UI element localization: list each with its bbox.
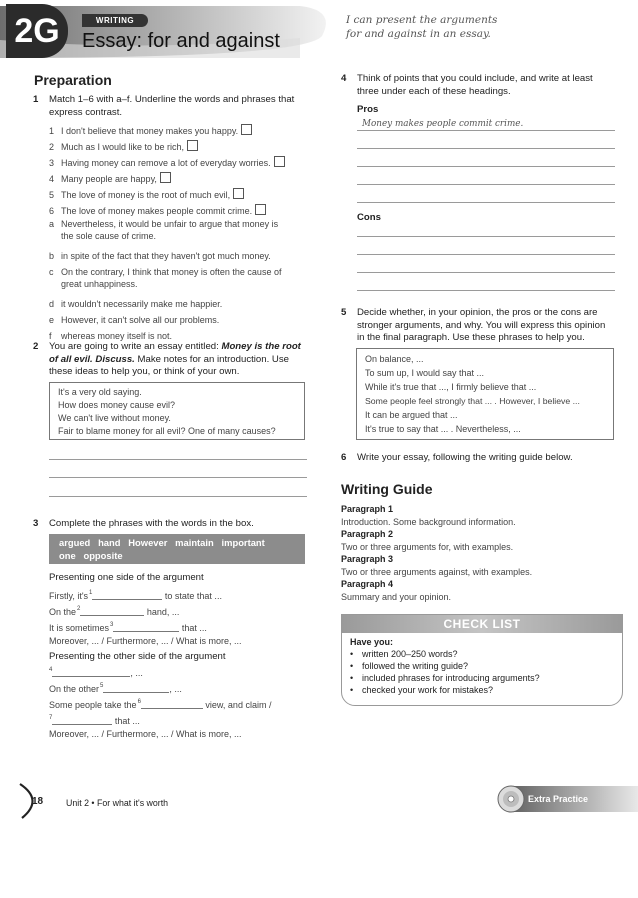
gap-1[interactable] — [92, 590, 162, 600]
writing-line[interactable] — [49, 496, 307, 497]
header-band — [0, 0, 335, 62]
answer-box[interactable] — [241, 124, 252, 135]
ex5-instruction: Decide whether, in your opinion, the pros or the cons are stronger arguments, and why. You will express this opinion in the final paragraph. Use these phrases to help you. — [357, 307, 606, 343]
answer-box[interactable] — [233, 188, 244, 199]
list-item: 2 Much as I would like to be rich, — [49, 140, 319, 156]
ex1-items — [49, 124, 319, 220]
unit-code: 2G — [6, 4, 68, 58]
skill-tag: WRITING — [82, 14, 148, 27]
checklist-item: • checked your work for mistakes? — [350, 685, 494, 695]
phrases-box — [356, 348, 614, 440]
list-item: 3 Having money can remove a lot of everyday worries. — [49, 156, 319, 172]
ex3-instruction: Complete the phrases with the words in the box. — [49, 518, 254, 529]
list-item: 5 The love of money is the root of much evil, — [49, 188, 319, 204]
checklist-item: • written 200–250 words? — [350, 649, 458, 659]
pros-line[interactable] — [357, 148, 615, 149]
footer-unit-text: Unit 2 • For what it's worth — [66, 798, 169, 808]
writing-guide-heading: Writing Guide — [341, 481, 433, 497]
idea-line: Fair to blame money for all evil? One of many causes? — [58, 426, 276, 436]
objective-line-1: I can present the arguments — [346, 14, 498, 26]
pros-line[interactable] — [357, 166, 615, 167]
page-number: 18 — [32, 796, 44, 807]
section2-heading: Presenting the other side of the argument — [49, 651, 226, 662]
word-box: argued hand However maintain important one opposite — [49, 534, 305, 564]
ex1-number: 1 — [33, 94, 39, 105]
page-title: Essay: for and against — [82, 30, 280, 52]
section1-phrases — [49, 587, 311, 651]
ex2-number: 2 — [33, 341, 39, 352]
answer-box[interactable] — [274, 156, 285, 167]
phrase-line: Some people take the$^6$ view, and claim / — [49, 699, 272, 710]
section1-heading: Presenting one side of the argument — [49, 572, 204, 583]
ex3-number: 3 — [33, 518, 39, 529]
cons-label: Cons — [357, 212, 381, 223]
answer-box[interactable] — [187, 140, 198, 151]
ex6-number: 6 — [341, 452, 347, 463]
answer-box[interactable] — [255, 204, 266, 215]
phrase-line: Moreover, ... / Furthermore, ... / What is more, ... — [49, 729, 242, 739]
list-item: 4 Many people are happy, — [49, 172, 319, 188]
preparation-heading: Preparation — [34, 72, 112, 88]
list-item: 1 I don't believe that money makes you happy. — [49, 124, 319, 140]
section2-phrases — [49, 664, 311, 744]
gap-6[interactable] — [141, 699, 203, 709]
idea-line: We can't live without money. — [58, 413, 171, 423]
paragraph-text: Two or three arguments against, with examples. — [341, 566, 533, 577]
gap-5[interactable] — [103, 683, 169, 693]
gap-3[interactable] — [113, 622, 179, 632]
paragraph-label: Paragraph 3 — [341, 554, 394, 564]
option-item: f whereas money itself is not. — [49, 331, 173, 341]
phrase-item: To sum up, I would say that ... — [365, 368, 485, 378]
phrase-line: $^4$ , ... — [49, 667, 143, 678]
pros-line[interactable] — [357, 202, 615, 203]
phrase-line: It is sometimes$^3$ that ... — [49, 622, 207, 633]
pros-line[interactable] — [357, 184, 615, 185]
cons-line[interactable] — [357, 290, 615, 291]
cons-line[interactable] — [357, 254, 615, 255]
option-item: a Nevertheless, it would be unfair to argue that money is the sole cause of crime. — [49, 219, 279, 241]
ex1-options — [49, 218, 319, 346]
checklist-prompt: Have you: — [350, 637, 394, 647]
ex4-number: 4 — [341, 73, 347, 84]
phrase-item: While it's true that ..., I firmly believe that ... — [365, 382, 537, 392]
pros-handwritten-note: Money makes people commit crime. — [362, 119, 524, 129]
checklist-item: • followed the writing guide? — [350, 661, 469, 671]
ex4-instruction: Think of points that you could include, and write at least three under each of these headings. — [357, 73, 593, 97]
idea-line: It's a very old saying. — [58, 387, 142, 397]
paragraph-text: Summary and your opinion. — [341, 591, 452, 602]
writing-line[interactable] — [49, 459, 307, 460]
paragraph-text: Two or three arguments for, with examples. — [341, 541, 514, 552]
ex5-number: 5 — [341, 307, 347, 318]
phrase-item: It can be argued that ... — [365, 410, 458, 420]
ex1-instruction: Match 1–6 with a–f. Underline the words and phrases that express contrast. — [49, 94, 295, 118]
paragraph-text: Introduction. Some background information. — [341, 516, 516, 527]
checklist-panel — [341, 614, 623, 706]
writing-guide-body — [341, 503, 621, 603]
cons-line[interactable] — [357, 272, 615, 273]
pros-line[interactable] — [357, 130, 615, 131]
phrase-item: On balance, ... — [365, 354, 424, 364]
gap-4[interactable] — [52, 667, 130, 677]
ideas-box — [49, 382, 305, 440]
gap-7[interactable] — [52, 715, 112, 725]
paragraph-label: Paragraph 2 — [341, 529, 394, 539]
phrase-line: Moreover, ... / Furthermore, ... / What is more, ... — [49, 636, 242, 646]
objective-line-2: for and against in an essay. — [346, 28, 491, 40]
ex6-instruction: Write your essay, following the writing guide below. — [357, 452, 573, 463]
paragraph-label: Paragraph 4 — [341, 579, 394, 589]
option-item: b in spite of the fact that they haven't got much money. — [49, 251, 271, 261]
phrase-item: Some people feel strongly that ... . However, I believe ... — [365, 396, 580, 406]
phrase-line: Firstly, $it's^1$ to state that ... — [49, 590, 222, 601]
option-item: c On the contrary, I think that money is often the cause of great unhappiness. — [49, 267, 282, 289]
ex2-instruction: You are going to write an essay entitled: Money is the root of all evil. Discuss. Make notes for an introduction. Use these ideas to help you, or think of your own. — [49, 341, 301, 377]
cd-icon — [496, 784, 526, 814]
phrase-line: On the$^2$ hand, ... — [49, 606, 180, 617]
checklist-title: CHECK LIST — [342, 615, 622, 633]
answer-box[interactable] — [160, 172, 171, 183]
checklist-item: • included phrases for introducing arguments? — [350, 673, 540, 683]
option-item: e However, it can't solve all our problems. — [49, 315, 220, 325]
phrase-line: $^7$ that ... — [49, 715, 140, 726]
gap-2[interactable] — [80, 606, 144, 616]
option-item: d it wouldn't necessarily make me happier. — [49, 299, 223, 309]
extra-practice-label[interactable]: Extra Practice — [528, 794, 589, 804]
cons-line[interactable] — [357, 236, 615, 237]
phrase-line: On the other$^5$ , ... — [49, 683, 182, 694]
pros-label: Pros — [357, 104, 379, 115]
writing-line[interactable] — [49, 477, 307, 478]
idea-line: How does money cause evil? — [58, 400, 176, 410]
phrase-item: It's true to say that ... . Nevertheless, ... — [365, 424, 521, 434]
list-item: 6 The love of money makes people commit crime. — [49, 204, 319, 220]
paragraph-label: Paragraph 1 — [341, 504, 394, 514]
